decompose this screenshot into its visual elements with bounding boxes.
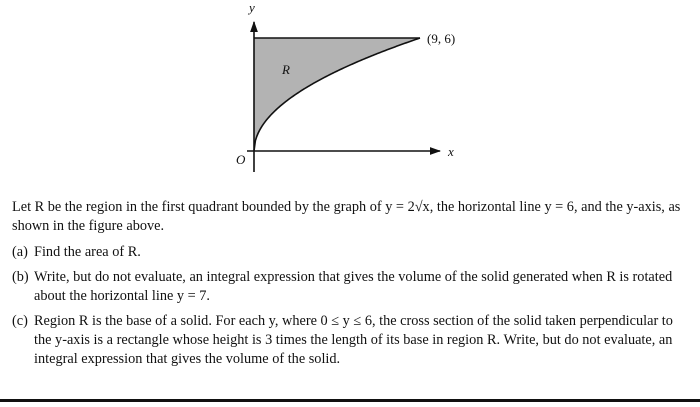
part-a-label: (a) [12, 244, 28, 260]
part-b-label: (b) [12, 269, 29, 285]
x-axis-label: x [448, 144, 454, 159]
part-a [12, 243, 688, 262]
bottom-rule [0, 399, 700, 402]
problem-intro: Let R be the region in the first quadrant bounded by the graph of y = 2√x, the horizontal line y = 6, and the y-axis, as shown in the figure above. [12, 199, 681, 234]
point-label: (9, 6) [427, 31, 456, 46]
part-b [12, 268, 688, 306]
region-r-shaded-area [254, 38, 420, 151]
part-c [12, 312, 688, 369]
region-label: R [282, 62, 290, 77]
region-figure [0, 0, 700, 195]
problem-statement [12, 198, 688, 369]
part-c-label: (c) [12, 313, 28, 329]
part-b-text: Write, but do not evaluate, an integral expression that gives the volume of the solid generated when R is rotated about the horizontal line y = 7. [34, 269, 673, 304]
origin-label: O [236, 152, 246, 167]
part-c-text: Region R is the base of a solid. For each y, where 0 ≤ y ≤ 6, the cross section of the solid taken perpendicular to the y-axis is a rectangle whose height is 3 times the length of its base in region R. Write, but do not evaluate, an integral expression that gives the volume of the solid. [34, 313, 673, 367]
part-a-text: Find the area of R. [34, 244, 141, 260]
y-axis-label: y [249, 0, 255, 15]
